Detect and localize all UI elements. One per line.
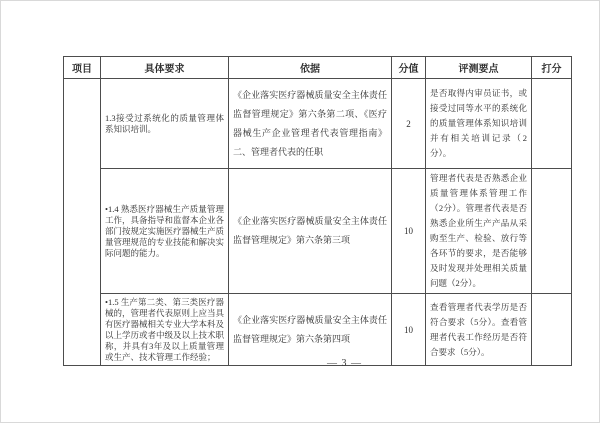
- basis-cell: 《企业落实医疗器械质量安全主体责任监督管理规定》第六条第四项: [229, 294, 392, 366]
- page-number: — 3 —: [327, 358, 362, 369]
- points-cell: 是否取得内审员证书，或接受过同等水平的系统化的质量管理体系知识培训并有相关培训记录（2分）。: [426, 79, 532, 169]
- points-cell: 管理者代表是否熟悉企业质量管理体系管理工作（2分）。管理者代表是否熟悉企业所生产产品从采购至生产、检验、放行等各环节的要求，是否能够及时发现并处理相关质量问题（2分）。: [426, 169, 532, 294]
- assessment-table: [63, 56, 572, 366]
- column-header-item: 项目: [64, 57, 101, 79]
- score-cell: 10: [392, 294, 426, 366]
- column-header-basis: 依据: [229, 57, 392, 79]
- basis-cell: 《企业落实医疗器械质量安全主体责任监督管理规定》第六条第二项、《医疗器械生产企业管理者代表管理指南》二、管理者代表的任职: [229, 79, 392, 169]
- table-header-row: [64, 57, 572, 79]
- grading-cell: [532, 294, 572, 366]
- score-cell: 2: [392, 79, 426, 169]
- table-row: [64, 79, 572, 169]
- score-cell: 10: [392, 169, 426, 294]
- column-header-points: 评测要点: [426, 57, 532, 79]
- requirement-cell: •1.4 熟悉医疗器械生产质量管理工作，具备指导和监督本企业各部门按规定实施医疗器械生产质量管理规范的专业技能和解决实际问题的能力。: [101, 169, 229, 294]
- item-cell: [64, 79, 101, 366]
- basis-cell: 《企业落实医疗器械质量安全主体责任监督管理规定》第六条第三项: [229, 169, 392, 294]
- points-cell: 查看管理者代表学历是否符合要求（5分）。查看管理者代表工作经历是否符合要求（5分）。: [426, 294, 532, 366]
- column-header-requirement: 具体要求: [101, 57, 229, 79]
- grading-cell: [532, 79, 572, 169]
- requirement-cell: 1.3接受过系统化的质量管理体系知识培训。: [101, 79, 229, 169]
- column-header-grading: 打分: [532, 57, 572, 79]
- column-header-score: 分值: [392, 57, 426, 79]
- requirement-cell: •1.5 生产第二类、第三类医疗器械的，管理者代表原则上应当具有医疗器械相关专业大学本科及以上学历或者中级及以上技术职称，并具有3年及以上质量管理或生产、技术管理工作经验；: [101, 294, 229, 366]
- grading-cell: [532, 169, 572, 294]
- table-row: [64, 294, 572, 366]
- table-row: [64, 169, 572, 294]
